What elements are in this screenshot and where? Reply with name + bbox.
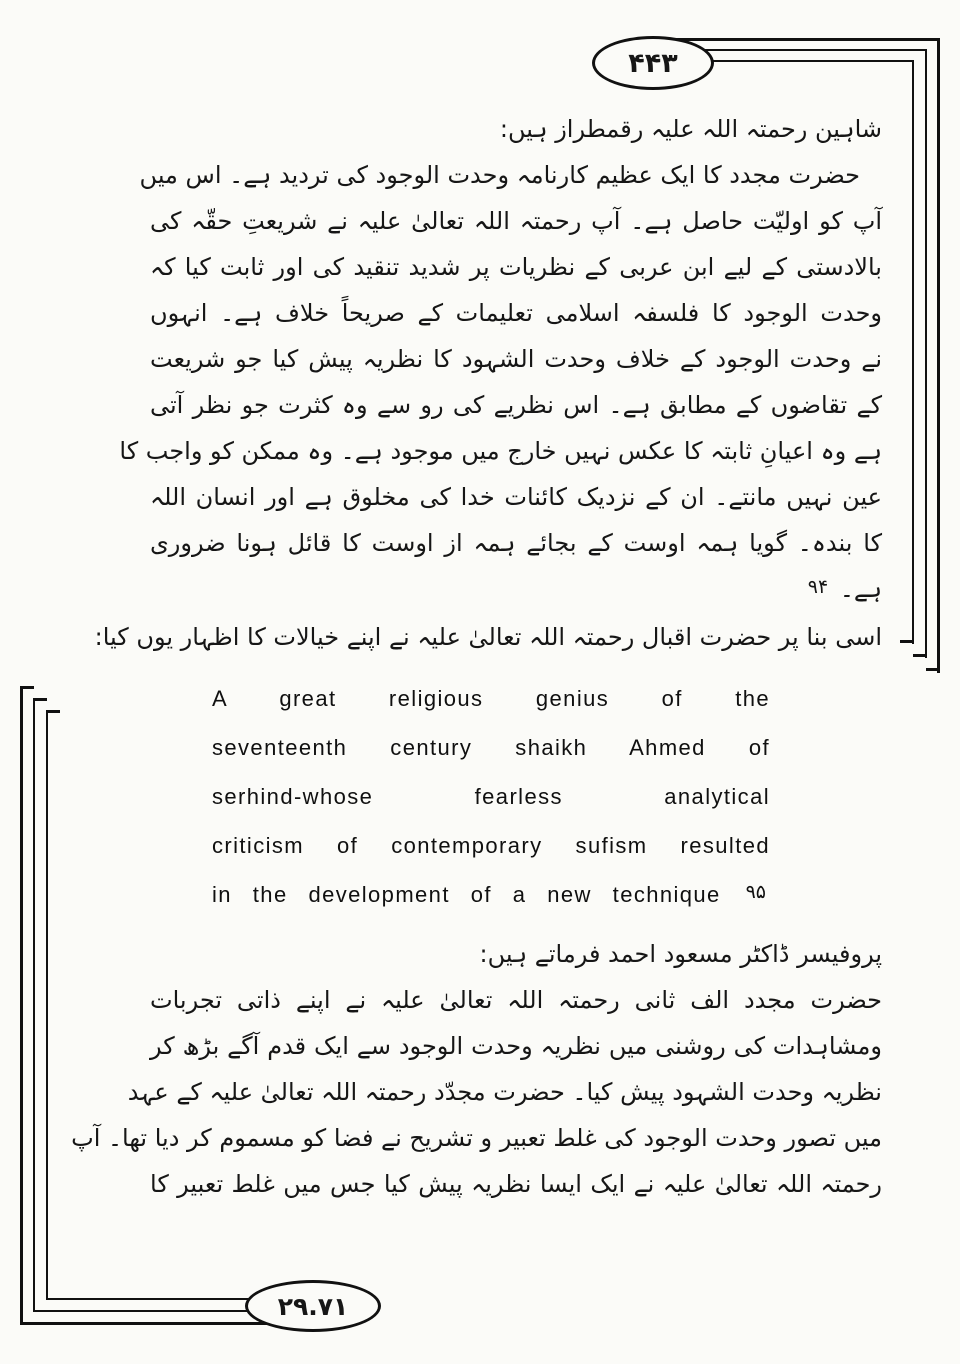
page-number-top-oval <box>592 36 714 90</box>
urdu-line: عین نہیں مانتے۔ ان کے نزدیک کائنات خدا کی مخلوق ہے اور انسان اللہ <box>150 483 882 511</box>
urdu-line: ومشاہدات کی روشنی میں نظریہ وحدت الوجود سے ایک قدم آگے بڑھ کر <box>150 1032 882 1060</box>
footnote-marker-94: ۹۴ <box>807 576 829 598</box>
urdu-paragraph-1 <box>119 152 882 614</box>
page-number-bottom: ۲۹.۷۱ <box>277 1291 349 1321</box>
urdu-line: حضرت مجدد الف ثانی رحمتہ اللہ تعالیٰ علیہ نے اپنے ذاتی تجربات <box>150 986 882 1014</box>
border-end-cap <box>33 698 47 701</box>
text-column <box>71 106 882 1207</box>
urdu-line: وحدت الوجود کا فلسفہ اسلامی تعلیمات کے صریحاً خلاف ہے۔ انہوں <box>150 299 882 327</box>
english-line: A great religious genius of the <box>212 686 770 711</box>
urdu-line: نے وحدت الوجود کے خلاف وحدت الشہود کا نظریہ پیش کیا جو شریعت <box>150 345 882 373</box>
urdu-line: حضرت مجدد کا ایک عظیم کارنامہ وحدت الوجود کی تردید ہے۔ اس میں <box>139 161 860 189</box>
english-quote-block <box>212 674 770 921</box>
english-line: serhind-whose fearless analytical <box>212 784 770 809</box>
urdu-line: میں تصور وحدت الوجود کی غلط تعبیر و تشریح نے فضا کو مسموم کر دیا تھا۔ آپ <box>71 1124 882 1152</box>
english-line-last <box>212 870 770 921</box>
border-end-cap <box>913 654 927 657</box>
border-end-cap <box>20 686 34 689</box>
author-line: پروفیسر ڈاکٹر مسعود احمد فرماتے ہیں: <box>479 940 882 968</box>
border-end-cap <box>900 640 914 643</box>
urdu-line: رحمتہ اللہ تعالیٰ علیہ نے ایک ایسا نظریہ پیش کیا جس میں غلط تعبیر کا <box>150 1170 882 1198</box>
footnote-marker-95: ۹۵ <box>745 882 767 903</box>
urdu-line: آپ کو اولیّت حاصل ہے۔ آپ رحمتہ اللہ تعالیٰ علیہ نے شریعتِ حقّہ کی <box>150 207 882 235</box>
urdu-line: کے تقاضوں کے مطابق ہے۔ اس نظریے کی رو سے وہ کثرت جو نظر آتی <box>150 391 882 419</box>
page-number-top: ۴۴۳ <box>628 47 678 79</box>
urdu-paragraph-2 <box>71 977 882 1207</box>
urdu-line-last <box>150 566 882 614</box>
english-line-text: in the development of a new technique <box>212 882 721 907</box>
intro-line: اسی بنا پر حضرت اقبال رحمتہ اللہ تعالیٰ علیہ نے اپنے خیالات کا اظہار یوں کیا: <box>94 623 882 651</box>
urdu-line: نظریہ وحدت الشہود پیش کیا۔ حضرت مجدّد رحمتہ اللہ تعالیٰ علیہ کے عہد <box>127 1078 882 1106</box>
urdu-line: کا بندہ۔ گویا ہمہ اوست کے بجائے ہمہ از اوست کا قائل ہونا ضروری <box>150 529 882 557</box>
urdu-line-text: ہے۔ <box>839 575 882 603</box>
urdu-line: ہے وہ اعیانِ ثابتہ کا عکس نہیں خارج میں موجود ہے۔ وہ ممکن کو واجب کا <box>119 437 882 465</box>
page-number-bottom-oval <box>245 1280 381 1332</box>
english-line: seventeenth century shaikh Ahmed of <box>212 735 770 760</box>
border-end-cap <box>46 710 60 713</box>
heading-line: شاہین رحمتہ اللہ علیہ رقمطراز ہیں: <box>499 115 882 143</box>
border-end-cap <box>926 668 940 671</box>
english-line: criticism of contemporary sufism resulted <box>212 833 770 858</box>
urdu-line: بالادستی کے لیے ابن عربی کے نظریات پر شدید تنقید کی اور ثابت کیا کہ <box>150 253 882 281</box>
